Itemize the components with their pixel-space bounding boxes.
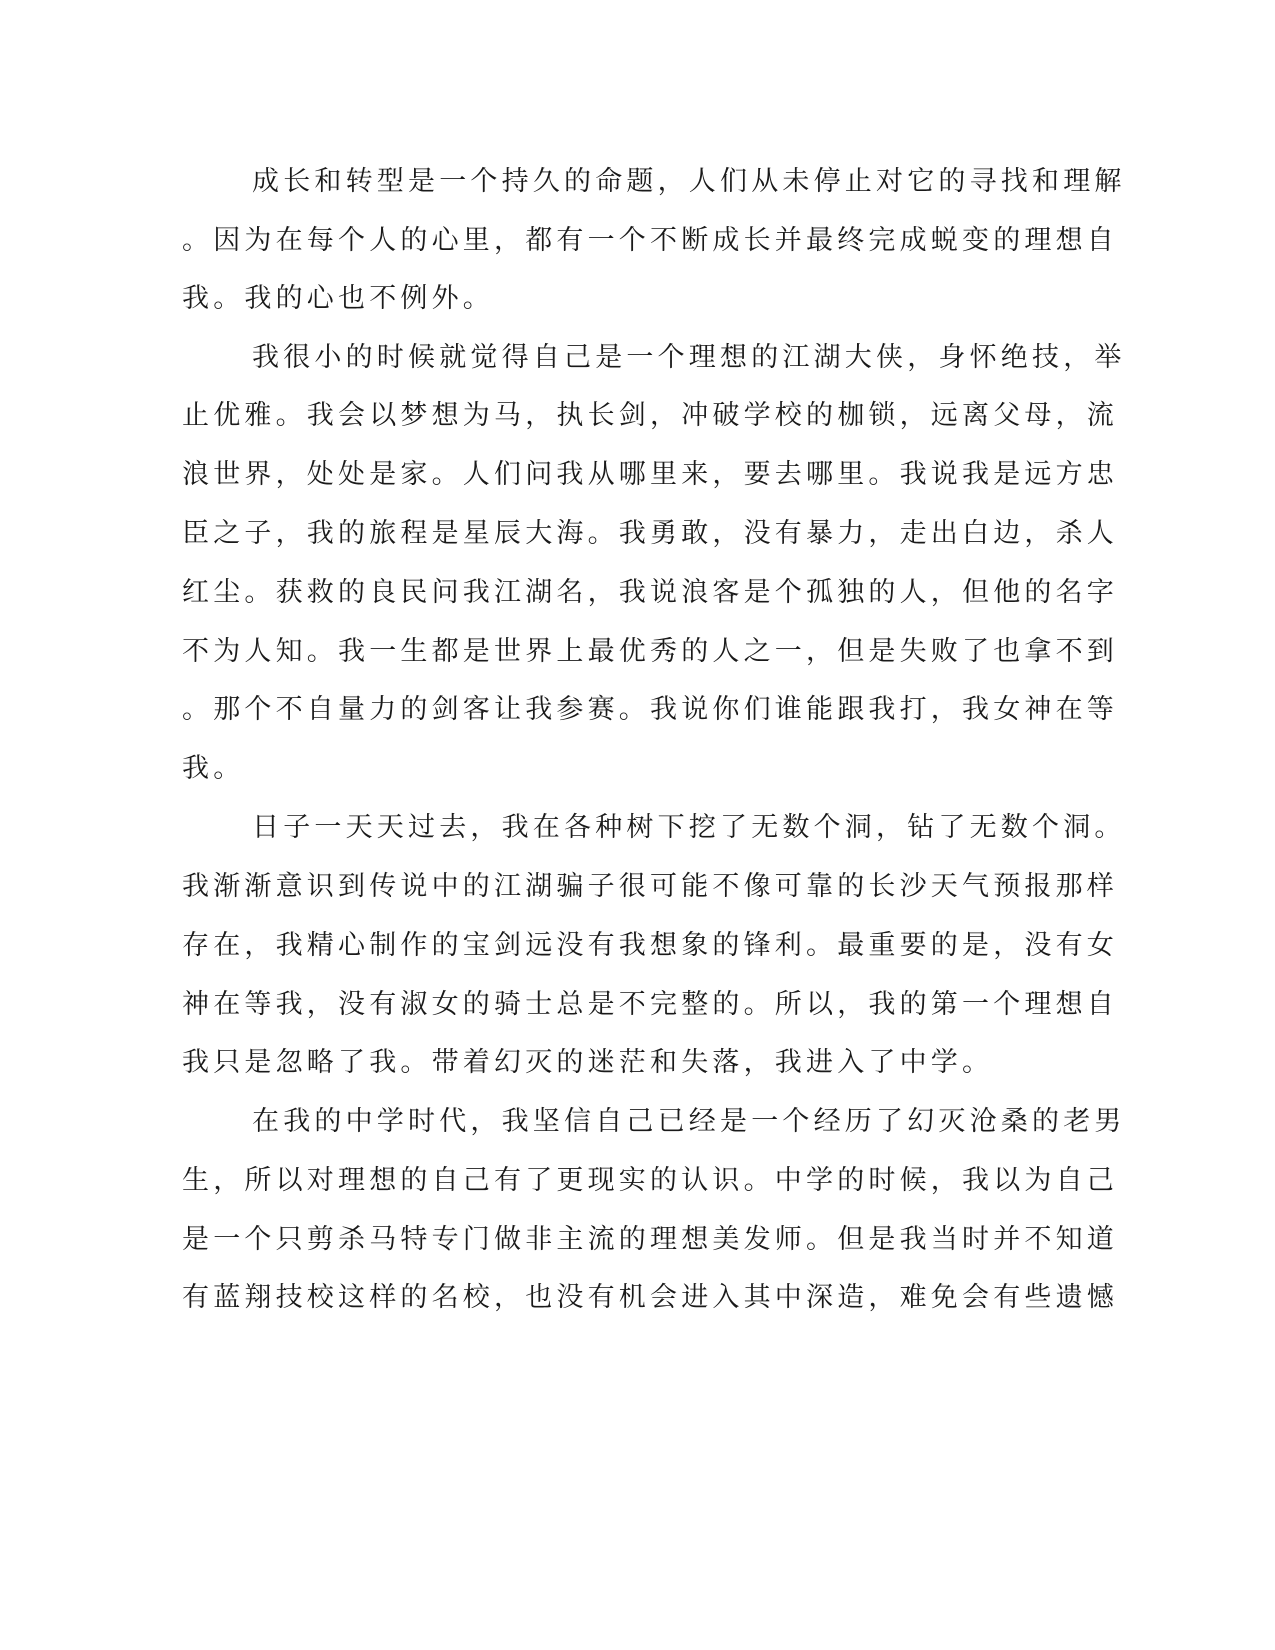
text-line: 。那个不自量力的剑客让我参赛。我说你们谁能跟我打，我女神在等 bbox=[182, 694, 1118, 725]
text-line: 成长和转型是一个持久的命题，人们从未停止对它的寻找和理解 bbox=[252, 166, 1126, 197]
text-line: 神在等我，没有淑女的骑士总是不完整的。所以，我的第一个理想自 bbox=[182, 989, 1118, 1020]
text-line: 臣之子，我的旅程是星辰大海。我勇敢，没有暴力，走出白边，杀人 bbox=[182, 518, 1118, 549]
text-line: 不为人知。我一生都是世界上最优秀的人之一，但是失败了也拿不到 bbox=[182, 636, 1118, 667]
text-line: 我只是忽略了我。带着幻灭的迷茫和失落，我进入了中学。 bbox=[182, 1047, 994, 1078]
text-line: 我渐渐意识到传说中的江湖骗子很可能不像可靠的长沙天气预报那样 bbox=[182, 871, 1118, 902]
text-line: 存在，我精心制作的宝剑远没有我想象的锋利。最重要的是，没有女 bbox=[182, 930, 1118, 961]
text-line: 浪世界，处处是家。人们问我从哪里来，要去哪里。我说我是远方忠 bbox=[182, 459, 1118, 490]
text-line: 是一个只剪杀马特专门做非主流的理想美发师。但是我当时并不知道 bbox=[182, 1224, 1118, 1255]
text-line: 。因为在每个人的心里，都有一个不断成长并最终完成蜕变的理想自 bbox=[182, 225, 1118, 256]
text-line: 止优雅。我会以梦想为马，执长剑，冲破学校的枷锁，远离父母，流 bbox=[182, 400, 1118, 431]
text-line: 我很小的时候就觉得自己是一个理想的江湖大侠，身怀绝技，举 bbox=[252, 342, 1126, 373]
text-line: 我。 bbox=[182, 753, 245, 784]
text-line: 我。我的心也不例外。 bbox=[182, 283, 494, 314]
text-line: 有蓝翔技校这样的名校，也没有机会进入其中深造，难免会有些遗憾 bbox=[182, 1282, 1118, 1313]
text-line: 红尘。获救的良民问我江湖名，我说浪客是个孤独的人，但他的名字 bbox=[182, 577, 1118, 608]
text-line: 日子一天天过去，我在各种树下挖了无数个洞，钻了无数个洞。 bbox=[252, 812, 1126, 843]
text-line: 在我的中学时代，我坚信自己已经是一个经历了幻灭沧桑的老男 bbox=[252, 1106, 1126, 1137]
text-line: 生，所以对理想的自己有了更现实的认识。中学的时候，我以为自己 bbox=[182, 1165, 1118, 1196]
